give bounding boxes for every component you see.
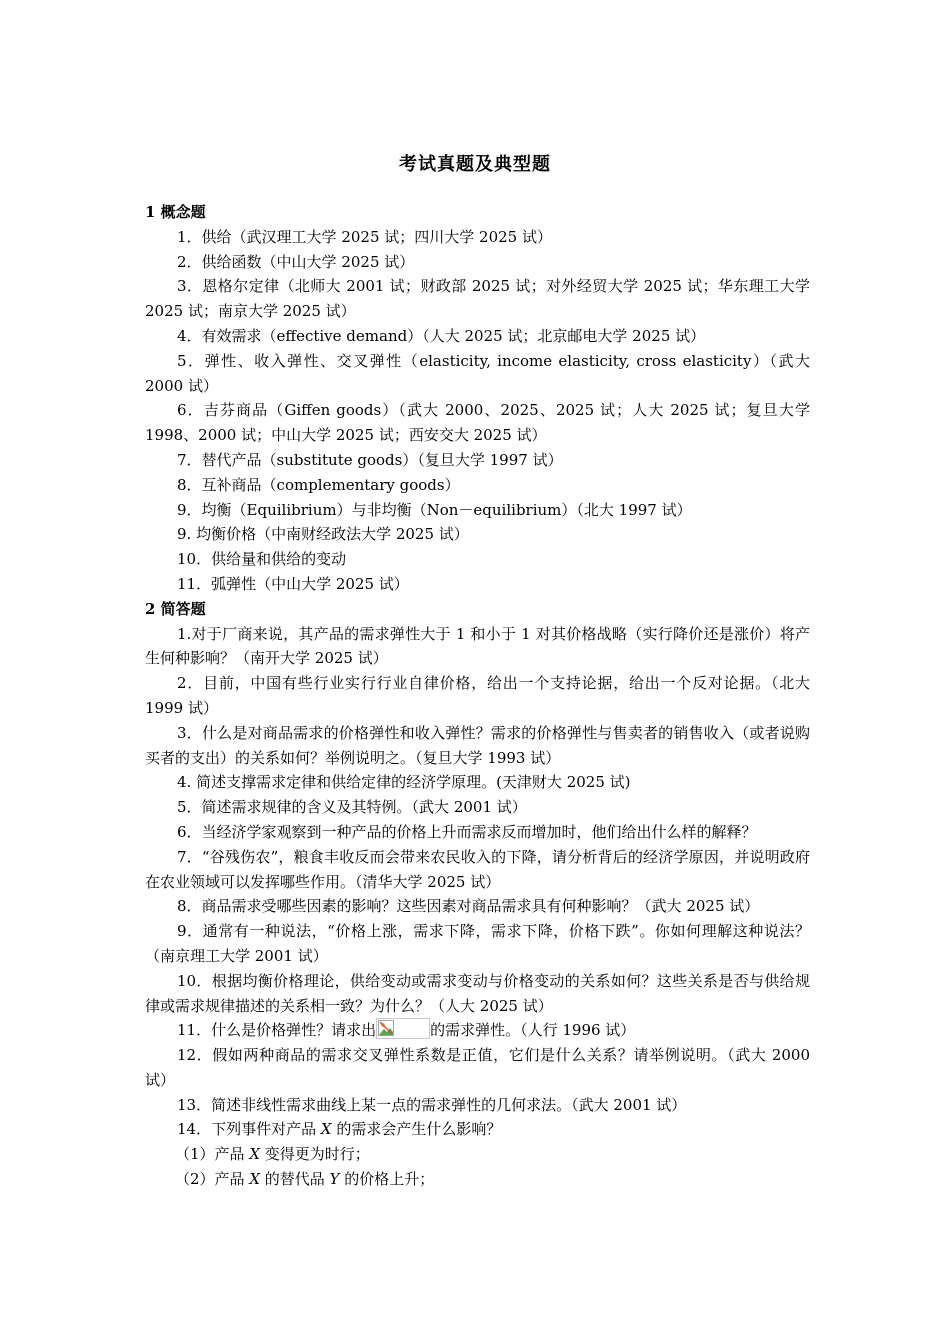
list-item: 9．均衡（Equilibrium）与非均衡（Non－equilibrium）（北大 1997 试） (177, 500, 692, 519)
section-heading-short-answer: 2 简答题 (145, 599, 206, 618)
section-heading-concepts: 1 概念题 (145, 203, 206, 221)
list-item: 13．简述非线性需求曲线上某一点的需求弹性的几何求法。（武大 2001 试） (177, 1095, 687, 1114)
item-text-before: （1）产品 (175, 1145, 250, 1164)
list-item: 11．弧弹性（中山大学 2025 试） (177, 574, 409, 593)
list-item: 3．什么是对商品需求的价格弹性和收入弹性？需求的价格弹性与售卖者的销售收入（或者说购买者的支出）的关系如何？举例说明之。（复旦大学 1993 试） (145, 723, 810, 767)
item-text-after: 的价格上升； (339, 1170, 435, 1189)
list-item: 10．根据均衡价格理论，供给变动或需求变动与价格变动的关系如何？这些关系是否与供给规律或需求规律描述的关系相一致？为什么？（人大 2025 试） (145, 971, 810, 1015)
sub-item (145, 1142, 810, 1167)
item-text-after: 变得更为时行； (260, 1145, 370, 1164)
list-item: 5．简述需求规律的含义及其特例。（武大 2001 试） (177, 798, 527, 817)
list-item: 4. 简述支撑需求定律和供给定律的经济学原理。(天津财大 2025 试) (177, 773, 631, 792)
list-item: 6．当经济学家观察到一种产品的价格上升而需求反而增加时，他们给出什么样的解释？ (177, 822, 757, 841)
item-text-before: 11．什么是价格弹性？请求出 (177, 1021, 377, 1040)
list-item: 1.对于厂商来说，其产品的需求弹性大于 1 和小于 1 对其价格战略（实行降价还是涨价）将产生何种影响？（南开大学 2025 试） (145, 624, 810, 668)
list-item: 3．恩格尔定律（北师大 2001 试；财政部 2025 试；对外经贸大学 2025 试；华东理工大学 2025 试；南京大学 2025 试） (145, 277, 810, 321)
variable-x: X (249, 1170, 260, 1189)
list-item: 6．吉芬商品（Giffen goods）（武大 2000、2025、2025 试；人大 2025 试；复旦大学 1998、2000 试；中山大学 2025 试；西安交大 2025 试） (145, 401, 810, 445)
list-item: 7．替代产品（substitute goods）（复旦大学 1997 试） (177, 450, 563, 469)
list-item: 8．商品需求受哪些因素的影响？这些因素对商品需求具有何种影响？（武大 2025 试） (177, 897, 760, 916)
list-item: 9．通常有一种说法，“价格上涨，需求下降，需求下降，价格下跌”。你如何理解这种说法？（南京理工大学 2001 试） (145, 922, 810, 965)
list-item: 8．互补商品（complementary goods） (177, 475, 460, 494)
list-item: 2．供给函数（中山大学 2025 试） (177, 252, 415, 271)
variable-x: X (249, 1145, 260, 1164)
sub-item (145, 1167, 810, 1192)
list-item: 12．假如两种商品的需求交叉弹性系数是正值，它们是什么关系？请举例说明。（武大 2000 试） (145, 1046, 810, 1089)
list-item: 1．供给（武汉理工大学 2025 试；四川大学 2025 试） (177, 227, 552, 246)
variable-y: Y (329, 1170, 340, 1189)
item-text-before: （2）产品 (175, 1170, 250, 1189)
list-item: 4．有效需求（effective demand）（人大 2025 试；北京邮电大学 2025 试） (177, 326, 706, 345)
list-item: 5．弹性、收入弹性、交叉弹性（elasticity, income elasticity, cross elasticity）（武大 2000 试） (145, 351, 810, 395)
item-text-before: 14．下列事件对产品 (177, 1120, 321, 1139)
variable-x: X (320, 1120, 332, 1139)
item-text-after: 的需求会产生什么影响？ (331, 1120, 502, 1139)
broken-image-icon (376, 1018, 430, 1039)
list-item (145, 1117, 810, 1142)
list-item-with-formula (145, 1018, 810, 1043)
item-text-after: 的需求弹性。（人行 1996 试） (430, 1021, 636, 1040)
list-item: 10．供给量和供给的变动 (177, 550, 347, 569)
list-item: 9. 均衡价格（中南财经政法大学 2025 试） (177, 525, 469, 544)
list-item: 2．目前，中国有些行业实行行业自律价格，给出一个支持论据，给出一个反对论据。（北大 1999 试） (145, 674, 810, 717)
list-item: 7．“谷残伤农”，粮食丰收反而会带来农民收入的下降，请分析背后的经济学原因，并说明政府在农业领域可以发挥哪些作用。（清华大学 2025 试） (145, 847, 810, 891)
item-text-mid: 的替代品 (260, 1170, 330, 1189)
document-body (145, 200, 810, 1192)
page-title: 考试真题及典型题 (399, 154, 551, 175)
